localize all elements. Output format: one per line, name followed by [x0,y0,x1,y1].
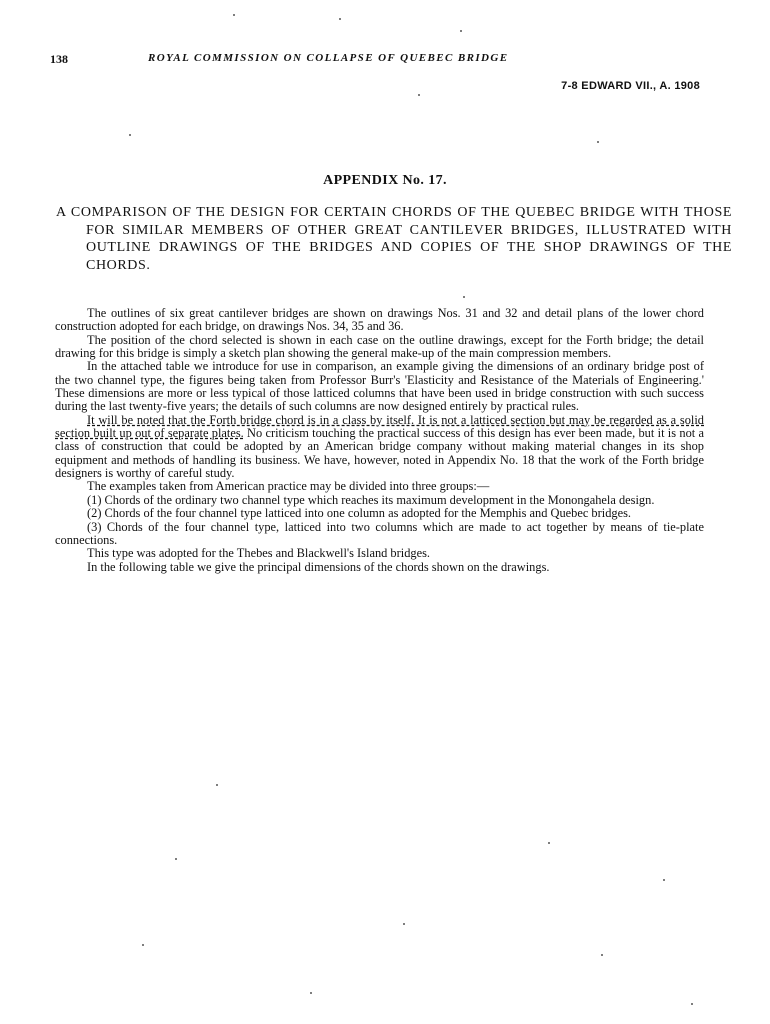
page-number: 138 [50,52,68,66]
scan-speck [463,296,465,298]
body-text [55,307,704,574]
appendix-heading: A COMPARISON OF THE DESIGN FOR CERTAIN CHORDS OF THE QUEBEC BRIDGE WITH THOSE FOR SIMILAR MEMBERS OF OTHER GREAT CANTILEVER BRIDGES, ILLUSTRATED WITH OUTLINE DRAWINGS OF THE BRIDGES AND COPIES OF THE SHOP DRAWINGS OF THE CHORDS. [56,205,732,273]
scan-speck [216,784,218,786]
session-reference: 7-8 EDWARD VII., A. 1908 [561,80,700,92]
scan-speck [233,14,235,16]
paragraph: In the following table we give the principal dimensions of the chords shown on the drawings. [87,559,550,574]
scan-speck [129,134,131,136]
scan-speck [310,992,312,994]
scan-speck [175,858,177,860]
running-title: ROYAL COMMISSION ON COLLAPSE OF QUEBEC BRIDGE [148,52,509,64]
scan-speck [663,879,665,881]
paragraph: The examples taken from American practice may be divided into three groups:— [87,479,490,494]
paragraph-continuation: No criticism touching the practical success of this design has ever been made, but it is not a class of construction that could be adopted by an American bridge company without making material changes in its shop equipment and methods of handling its business. We have, however, noted in Appendix No. 18 that the work of the Forth bridge designers is worthy of careful study. [55,426,705,481]
scan-speck [403,923,405,925]
scan-speck [142,944,144,946]
scan-speck [339,18,341,20]
underlined-sentence: It will be noted that the Forth bridge chord is in a class by itself. It is not a latticed section but may be regarded as a solid section built up out of separate plates. [55,412,704,441]
scan-speck [691,1003,693,1005]
paragraph: In the attached table we introduce for use in comparison, an example giving the dimensions of an ordinary bridge post of the two channel type, the figures being taken from Professor Burr's 'Elasticity and Resistance of the Materials of Engineering.' These dimensions are more or less typical of those latticed columns that have been used in bridge construction with such success during the last twenty-five years; the details of such columns are now designed entirely by practical rules. [55,359,704,414]
list-item: (2) Chords of the four channel type latticed into one column as adopted for the Memphis and Quebec bridges. [87,506,632,521]
page-header [46,52,700,92]
scan-speck [460,30,462,32]
list-item: (1) Chords of the ordinary two channel type which reaches its maximum development in the Monongahela design. [87,492,655,507]
scan-speck [597,141,599,143]
scan-speck [548,842,550,844]
list-item: (3) Chords of the four channel type, latticed into two columns which are made to act together by means of tie-plate connections. [55,519,704,547]
paragraph: The position of the chord selected is shown in each case on the outline drawings, except for the Forth bridge; the detail drawing for this bridge is simply a sketch plan showing the general make-up of the main compression members. [55,332,704,361]
scan-speck [601,954,603,956]
paragraph [55,414,704,481]
paragraph: The outlines of six great cantilever bridges are shown on drawings Nos. 31 and 32 and detail plans of the lower chord construction adopted for each bridge, on drawings Nos. 34, 35 and 36. [55,306,704,334]
appendix-title: APPENDIX No. 17. [323,173,447,188]
paragraph: This type was adopted for the Thebes and Blackwell's Island bridges. [87,546,431,561]
scan-speck [418,94,420,96]
